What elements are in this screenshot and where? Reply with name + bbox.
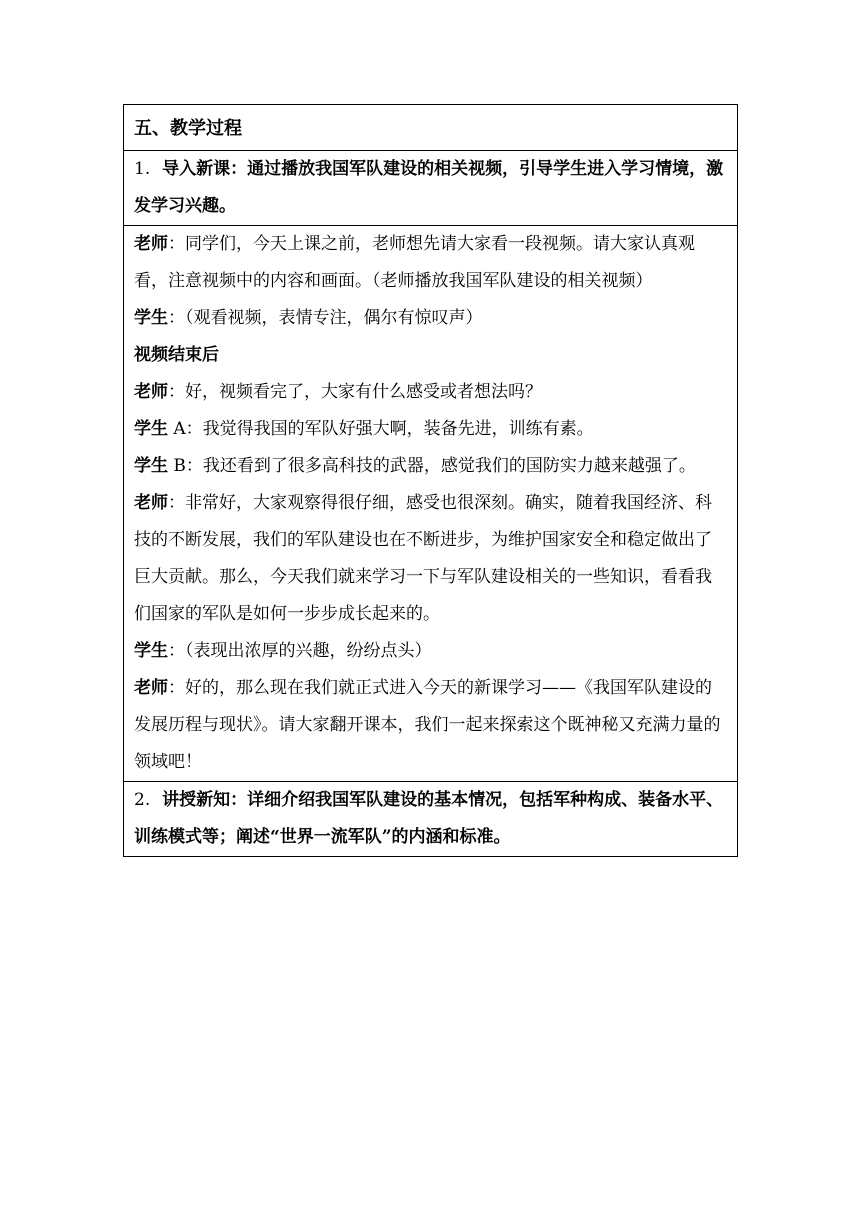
speaker-label: 学生 [134, 308, 168, 328]
speaker-label: 学生 [134, 456, 168, 476]
speaker-label: 视频结束后 [134, 345, 219, 365]
dialogue-line [134, 300, 727, 337]
lesson-table [123, 104, 738, 857]
speaker-label: 学生 [134, 419, 168, 439]
dialogue-line [134, 485, 727, 633]
dialogue-text: B：我还看到了很多高科技的武器，感觉我们的国防实力越来越强了。 [168, 456, 696, 476]
dialogue-text: ：（观看视频，表情专注，偶尔有惊叹声） [168, 308, 483, 328]
speaker-label: 学生 [134, 641, 168, 661]
step2-heading: 讲授新知：详细介绍我国军队建设的基本情况，包括军种构成、装备水平、训练模式等；阐述“世界一流军队”的内涵和标准。 [134, 790, 724, 847]
section-title: 五、教学过程 [134, 118, 242, 139]
speaker-label: 老师 [134, 493, 168, 513]
dialogue-text: A：我觉得我国的军队好强大啊，装备先进，训练有素。 [168, 419, 594, 439]
dialogue-line [134, 374, 727, 411]
step1-cell [124, 151, 738, 226]
step1-heading: 导入新课：通过播放我国军队建设的相关视频，引导学生进入学习情境，激发学习兴趣。 [134, 159, 724, 216]
section-title-row [124, 105, 738, 151]
speaker-label: 老师 [134, 234, 168, 254]
dialogue-row [124, 226, 738, 782]
step2-cell [124, 782, 738, 857]
dialogue-text: ：好，视频看完了，大家有什么感受或者想法吗？ [168, 382, 542, 402]
step1-row [124, 151, 738, 226]
step1-number: 1. [134, 159, 151, 179]
dialogue-line [134, 411, 727, 448]
dialogue-text: ：非常好，大家观察得很仔细，感受也很深刻。确实，随着我国经济、科技的不断发展，我们的军队建设也在不断进步，为维护国家安全和稳定做出了巨大贡献。那么，今天我们就来学习一下与军队建设相关的一些知识，看看我们国家的军队是如何一步步成长起来的。 [134, 493, 712, 624]
dialogue-line [134, 226, 727, 300]
speaker-label: 老师 [134, 678, 168, 698]
dialogue-text: ：好的，那么现在我们就正式进入今天的新课学习——《我国军队建设的发展历程与现状》。请大家翻开课本，我们一起来探索这个既神秘又充满力量的领域吧！ [134, 678, 721, 772]
dialogue-text: ：（表现出浓厚的兴趣，纷纷点头） [168, 641, 432, 661]
speaker-label: 老师 [134, 382, 168, 402]
dialogue-line [134, 337, 727, 374]
step2-number: 2. [134, 790, 151, 810]
dialogue-cell [124, 226, 738, 782]
section-title-cell [124, 105, 738, 151]
dialogue-line [134, 633, 727, 670]
dialogue-text: ：同学们，今天上课之前，老师想先请大家看一段视频。请大家认真观看，注意视频中的内容和画面。（老师播放我国军队建设的相关视频） [134, 234, 695, 291]
dialogue-line [134, 448, 727, 485]
dialogue-line [134, 670, 727, 781]
step2-row [124, 782, 738, 857]
